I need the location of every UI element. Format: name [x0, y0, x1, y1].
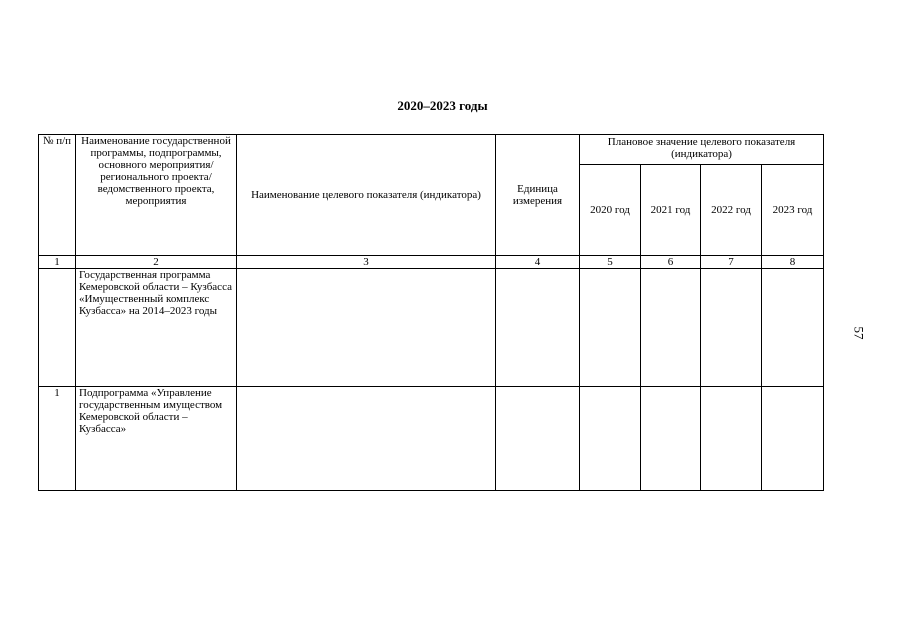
header-planned-value: Плановое значение целевого показателя (индикатора)	[580, 135, 824, 165]
header-indicator-name: Наименование целевого показателя (индикатора)	[237, 135, 496, 256]
row-value-2020	[580, 387, 641, 491]
header-number: № п/п	[39, 135, 76, 256]
column-number: 4	[496, 256, 580, 269]
header-year-2020: 2020 год	[580, 165, 641, 256]
document-title: 2020–2023 годы	[397, 98, 488, 113]
header-program-name: Наименование государственной программы, подпрограммы, основного мероприятия/ регионального проекта/ ведомственного проекта, мероприятия	[76, 135, 237, 256]
column-number-row	[39, 256, 824, 269]
row-value-2023	[762, 387, 824, 491]
column-number: 3	[237, 256, 496, 269]
row-program-name: Подпрограмма «Управление государственным имуществом Кемеровской области – Кузбасса»	[76, 387, 237, 491]
row-number: 1	[39, 387, 76, 491]
row-indicator	[237, 269, 496, 387]
row-value-2021	[641, 269, 701, 387]
header-unit: Единица измерения	[496, 135, 580, 256]
table-row	[39, 387, 824, 491]
page-number: 57	[851, 326, 867, 340]
row-unit	[496, 387, 580, 491]
row-program-name: Государственная программа Кемеровской области – Кузбасса «Имущественный комплекс Кузбасса» на 2014–2023 годы	[76, 269, 237, 387]
table-row	[39, 269, 824, 387]
column-number: 1	[39, 256, 76, 269]
header-year-2021: 2021 год	[641, 165, 701, 256]
column-number: 7	[701, 256, 762, 269]
row-value-2022	[701, 387, 762, 491]
header-year-2023: 2023 год	[762, 165, 824, 256]
row-value-2023	[762, 269, 824, 387]
column-number: 8	[762, 256, 824, 269]
indicators-table	[38, 134, 824, 491]
column-number: 2	[76, 256, 237, 269]
row-number	[39, 269, 76, 387]
row-unit	[496, 269, 580, 387]
header-row-1	[39, 135, 824, 165]
column-number: 5	[580, 256, 641, 269]
header-year-2022: 2022 год	[701, 165, 762, 256]
row-indicator	[237, 387, 496, 491]
row-value-2021	[641, 387, 701, 491]
row-value-2020	[580, 269, 641, 387]
column-number: 6	[641, 256, 701, 269]
row-value-2022	[701, 269, 762, 387]
